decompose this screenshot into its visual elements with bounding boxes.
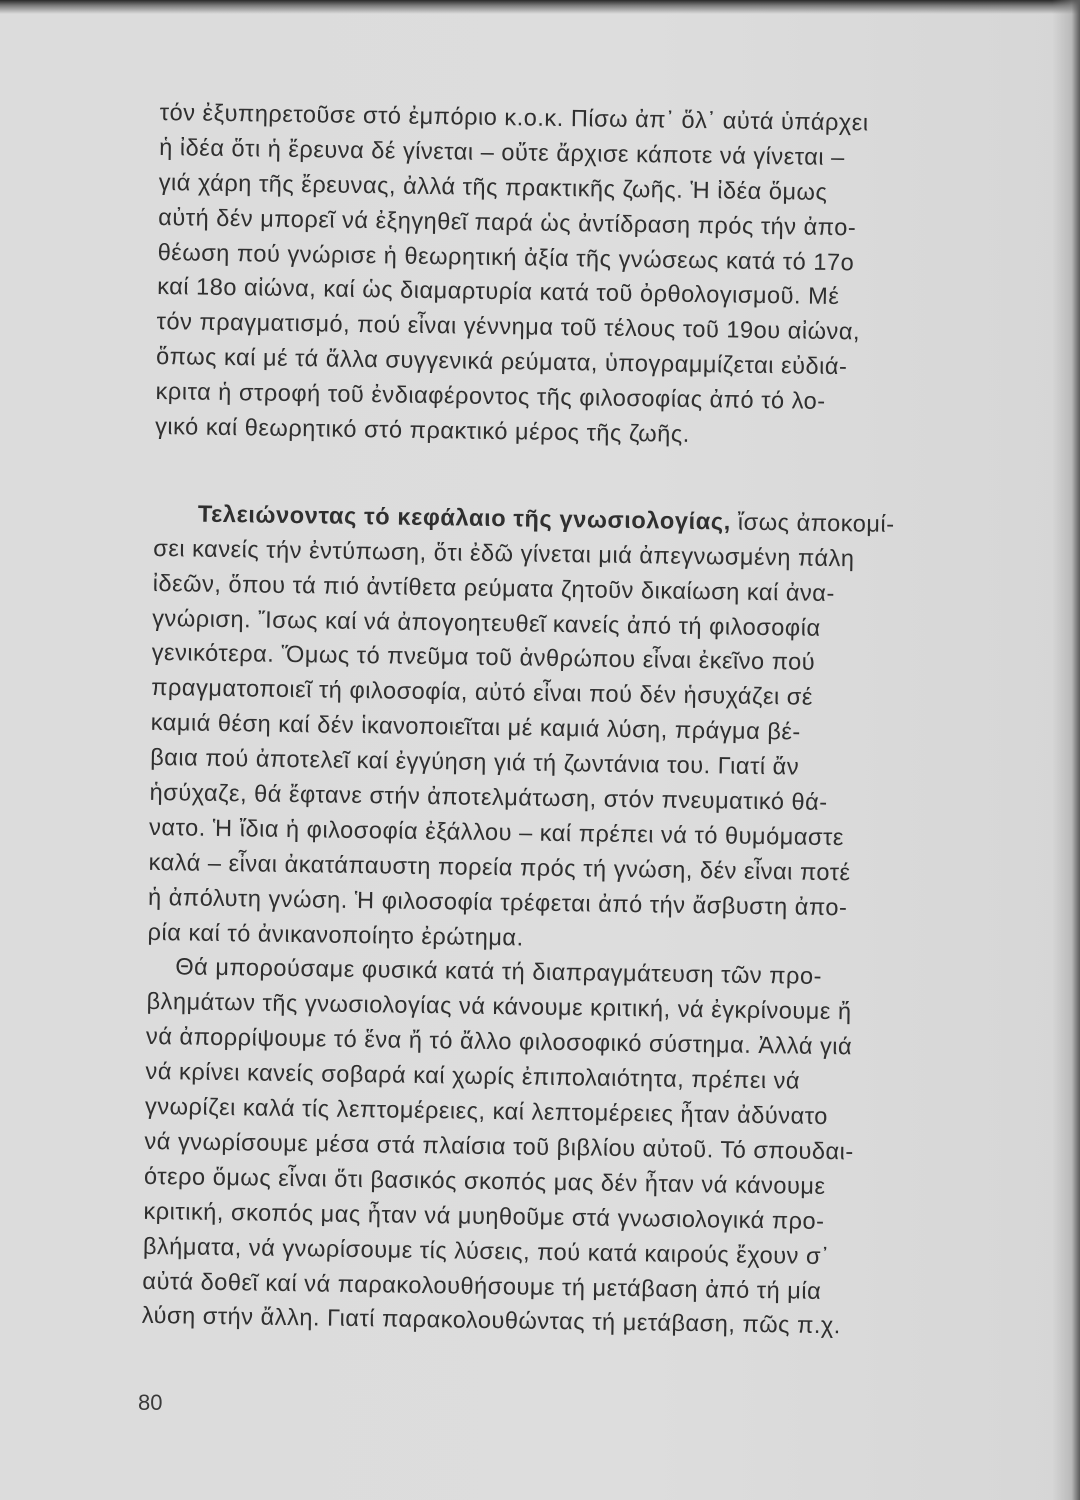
text-line: ότερο ὅμως εἶναι ὅτι βασικός σκοπός μας δέν ἦταν νά κάνουμε (143, 1163, 826, 1200)
text-line: αὐτή δέν μπορεῖ νά ἐξηγηθεῖ παρά ὡς ἀντίδραση πρός τήν ἀπο- (158, 204, 857, 242)
page-number: 80 (138, 1390, 163, 1415)
text-line: λύση στήν ἄλλη. Γιατί παρακολουθώντας τή μετάβαση, πῶς π.χ. (141, 1303, 842, 1340)
text-line: σει κανείς τήν ἐντύπωση, ὅτι ἐδῶ γίνεται μιά ἀπεγνωσμένη πάλη (153, 535, 855, 573)
scan-right-edge (1052, 0, 1080, 1500)
scan-top-shadow (0, 0, 1080, 14)
text-line: νά κρίνει κανείς σοβαρά καί χωρίς ἐπιπολαιότητα, πρέπει νά (145, 1059, 801, 1095)
body-text (142, 96, 1000, 1347)
text-line: γικό καί θεωρητικό στό πρακτικό μέρος τῆς ζωῆς. (154, 413, 690, 448)
text-line: καλά – εἶναι ἀκατάπαυστη πορεία πρός τή γνώση, δέν εἶναι ποτέ (148, 849, 851, 887)
text-line: νά ἀπορρίψουμε τό ἕνα ἤ τό ἄλλο φιλοσοφικό σύστημα. Ἀλλά γιά (145, 1024, 853, 1061)
text-line: βλημάτων τῆς γνωσιολογίας νά κάνουμε κριτική, νά ἐγκρίνουμε ἤ (146, 989, 852, 1026)
text-line: ἡ ἰδέα ὅτι ἡ ἔρευνα δέ γίνεται – οὔτε ἄρχισε κάποτε νά γίνεται – (159, 134, 845, 172)
text-line: τόν ἐξυπηρετοῦσε στό ἐμπόριο κ.ο.κ. Πίσω ἀπ᾿ ὅλ᾿ αὐτά ὑπάρχει (159, 99, 869, 137)
text-line: νατο. Ἡ ἴδια ἡ φιλοσοφία ἐξάλλου – καί πρέπει νά τό θυμόμαστε (148, 814, 845, 852)
text-line: ἰδεῶν, ὅπου τά πιό ἀντίθετα ρεύματα ζητοῦν δικαίωση καί ἀνα- (152, 570, 835, 607)
text-line: κριτική, σκοπός μας ἦταν νά μυηθοῦμε στά γνωσιολογικά προ- (143, 1198, 825, 1235)
text-line: τόν πραγματισμό, πού εἶναι γέννημα τοῦ τέλους τοῦ 19ου αἰώνα, (156, 309, 861, 346)
text-line: νά γνωρίσουμε μέσα στά πλαίσια τοῦ βιβλίου αὐτοῦ. Τό σπουδαι- (144, 1128, 854, 1166)
text-line: βλήματα, νά γνωρίσουμε τίς λύσεις, πού κατά καιρούς ἔχουν σ᾿ (142, 1233, 830, 1270)
text-line: ὅπως καί μέ τά ἄλλα συγγενικά ρεύματα, ὑπογραμμίζεται εὐδιά- (155, 344, 848, 381)
paragraph-2 (147, 497, 994, 963)
text-line: καί 18ο αἰώνα, καί ὡς διαμαρτυρία κατά τοῦ ὀρθολογισμοῦ. Μέ (156, 274, 840, 311)
text-line: γιά χάρη τῆς ἔρευνας, ἀλλά τῆς πρακτικῆς ζωῆς. Ἡ ἰδέα ὅμως (158, 169, 828, 206)
section-heading: Τελειώνοντας τό κεφάλαιο τῆς γνωσιολογίας, (197, 501, 732, 536)
text-line: γνωρίζει καλά τίς λεπτομέρειες, καί λεπτομέρειες ἦταν ἀδύνατο (144, 1093, 828, 1131)
text-line: γνώριση. Ἴσως καί νά ἀπογοητευθεῖ κανείς ἀπό τή φιλοσοφία (152, 605, 821, 642)
text-line: ρία καί τό ἀνικανοποίητο ἐρώτημα. (147, 919, 524, 952)
text-line: βαια πού ἀποτελεῖ καί ἐγγύηση γιά τή ζωντάνια του. Γιατί ἄν (149, 745, 800, 781)
text-line: αὐτά δοθεῖ καί νά παρακολουθήσουμε τή μετάβαση ἀπό τή μία (142, 1268, 822, 1305)
text-line: ἡσύχαζε, θά ἔφτανε στήν ἀποτελμάτωση, στόν πνευματικό θά- (149, 779, 828, 817)
text-line: καμιά θέση καί δέν ἱκανοποιεῖται μέ καμιά λύση, πράγμα βέ- (150, 710, 801, 746)
text-line: ἡ ἀπόλυτη γνώση. Ἡ φιλοσοφία τρέφεται ἀπό τήν ἄσβυστη ἀπο- (147, 884, 848, 921)
text-line: Θά μπορούσαμε φυσικά κατά τή διαπραγμάτευση τῶν προ- (146, 954, 823, 991)
text-line: γενικότερα. Ὅμως τό πνεῦμα τοῦ ἀνθρώπου εἶναι ἐκεῖνο πού (151, 640, 816, 677)
text-line: θέωση πού γνώρισε ἡ θεωρητική ἀξία τῆς γνώσεως κατά τό 17ο (157, 239, 855, 276)
heading-line-rest: ἴσως ἀποκομί- (730, 509, 895, 538)
text-line: κριτα ἡ στροφή τοῦ ἐνδιαφέροντος τῆς φιλοσοφίας ἀπό τό λο- (155, 379, 826, 416)
paragraph-1 (155, 96, 1000, 457)
text-line: πραγματοποιεῖ τή φιλοσοφία, αὐτό εἶναι πού δέν ἡσυχάζει σέ (151, 675, 814, 712)
paragraph-3 (142, 950, 988, 1346)
